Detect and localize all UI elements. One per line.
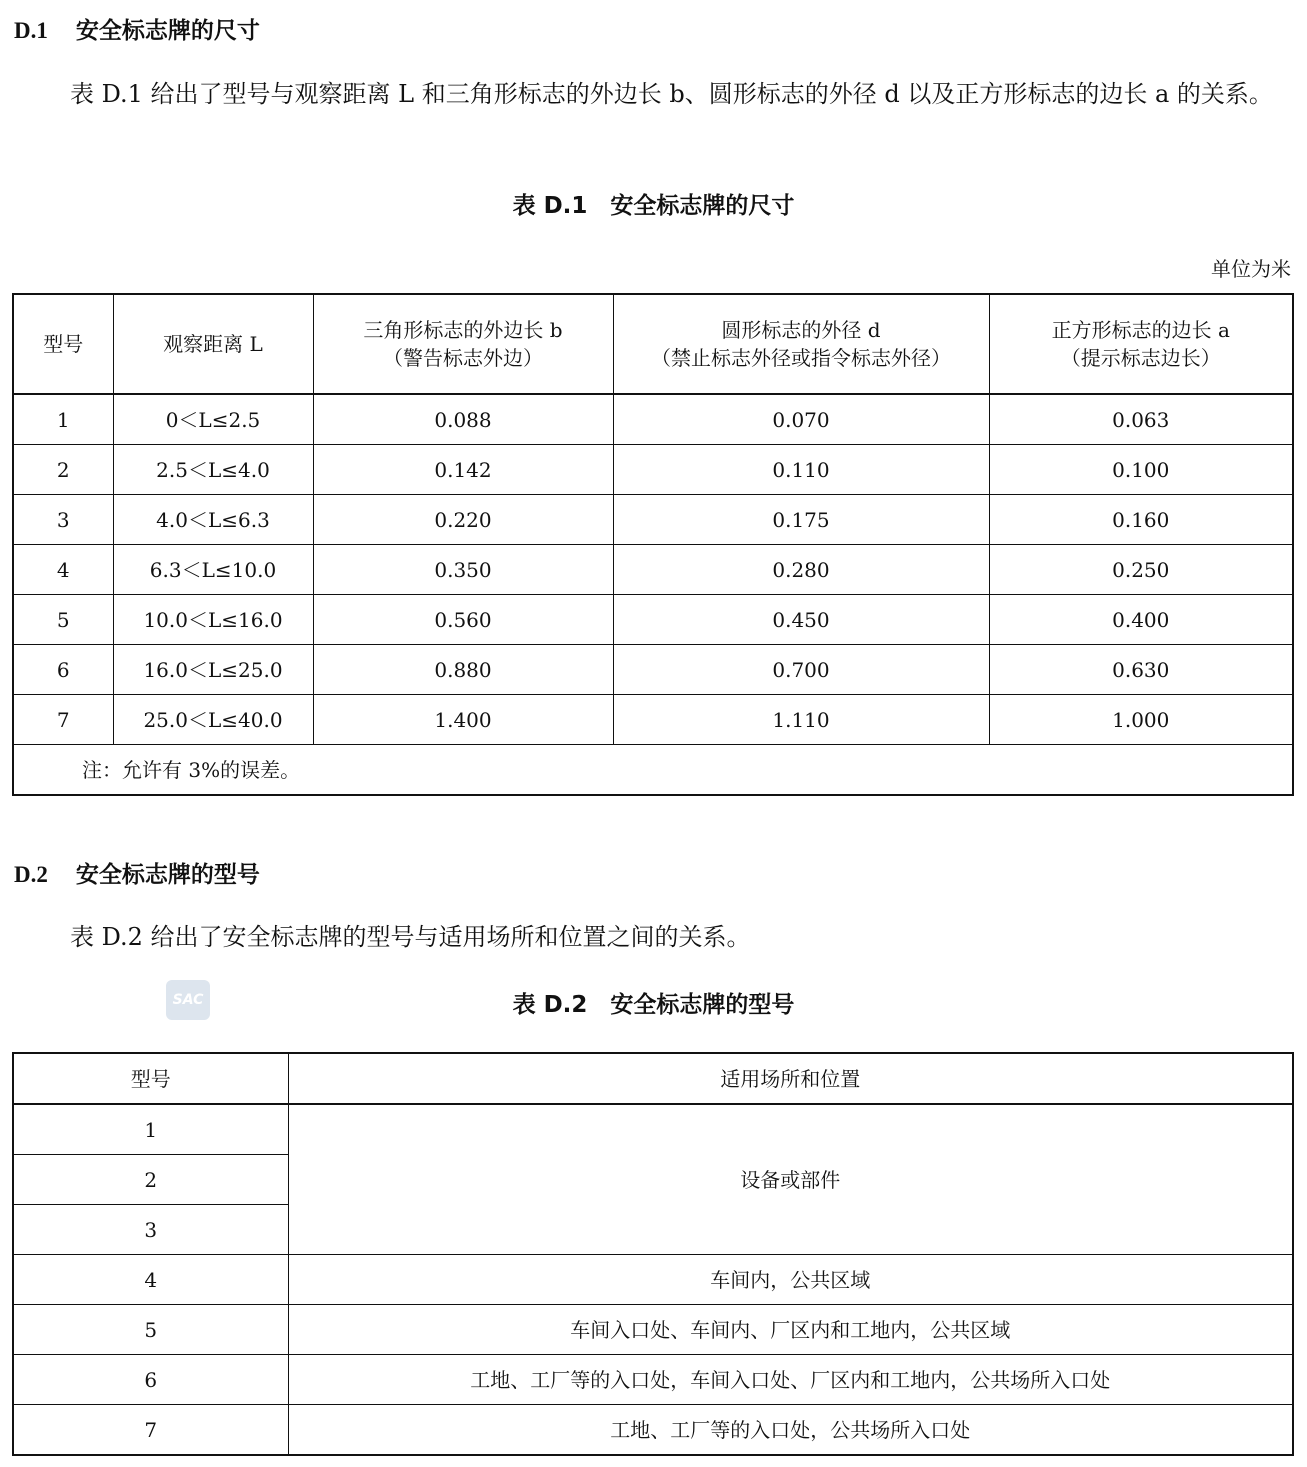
table-row: 7 25.0＜L≤40.0 1.400 1.110 1.000 <box>13 695 1293 745</box>
header-cell: 圆形标志的外径 d （禁止标志外径或指令标志外径） <box>613 294 989 394</box>
section-heading-d1 <box>14 12 260 45</box>
table-row: 7 工地、工厂等的入口处，公共场所入口处 <box>13 1405 1293 1456</box>
table-header-row <box>13 294 1293 394</box>
table-row: 5 车间入口处、车间内、厂区内和工地内，公共区域 <box>13 1305 1293 1355</box>
table-row: 3 4.0＜L≤6.3 0.220 0.175 0.160 <box>13 495 1293 545</box>
table-row: 6 16.0＜L≤25.0 0.880 0.700 0.630 <box>13 645 1293 695</box>
section-title: 安全标志牌的型号 <box>75 862 260 888</box>
section-heading-d2 <box>14 856 260 889</box>
table-row: 2 <box>13 1155 1293 1205</box>
section-paragraph: 表 D.2 给出了安全标志牌的型号与适用场所和位置之间的关系。 <box>70 923 751 951</box>
header-cell: 观察距离 L <box>113 294 313 394</box>
section-title: 安全标志牌的尺寸 <box>75 18 260 44</box>
section-number: D.2 <box>14 862 48 887</box>
table-row: 1 设备或部件 <box>13 1104 1293 1155</box>
unit-label: 单位为米 <box>1211 257 1291 281</box>
table-row: 1 0＜L≤2.5 0.088 0.070 0.063 <box>13 394 1293 445</box>
header-cell: 型号 <box>13 1053 288 1104</box>
section-number: D.1 <box>14 18 48 43</box>
table-caption: 表 D.2 安全标志牌的型号 <box>512 992 795 1018</box>
model-table <box>12 1052 1294 1456</box>
merged-place-cell: 设备或部件 <box>288 1104 1293 1255</box>
sac-watermark-logo: SAC <box>166 980 210 1020</box>
section-paragraph: 表 D.1 给出了型号与观察距离 L 和三角形标志的外边长 b、圆形标志的外径 d 以及正方形标志的边长 a 的关系。 <box>70 80 1273 108</box>
header-cell: 正方形标志的边长 a （提示标志边长） <box>989 294 1293 394</box>
table-row: 2 2.5＜L≤4.0 0.142 0.110 0.100 <box>13 445 1293 495</box>
header-cell: 适用场所和位置 <box>288 1053 1293 1104</box>
table-header-row <box>13 1053 1293 1104</box>
table-row: 6 工地、工厂等的入口处，车间入口处、厂区内和工地内，公共场所入口处 <box>13 1355 1293 1405</box>
table-row: 4 车间内，公共区域 <box>13 1255 1293 1305</box>
table-caption: 表 D.1 安全标志牌的尺寸 <box>512 193 795 219</box>
size-table <box>12 293 1294 796</box>
header-cell: 型号 <box>13 294 113 394</box>
table-note: 注：允许有 3%的误差。 <box>13 745 1293 796</box>
header-cell: 三角形标志的外边长 b （警告标志外边） <box>313 294 613 394</box>
table-row: 4 6.3＜L≤10.0 0.350 0.280 0.250 <box>13 545 1293 595</box>
table-row: 5 10.0＜L≤16.0 0.560 0.450 0.400 <box>13 595 1293 645</box>
table-note-row <box>13 745 1293 796</box>
table-row: 3 <box>13 1205 1293 1255</box>
